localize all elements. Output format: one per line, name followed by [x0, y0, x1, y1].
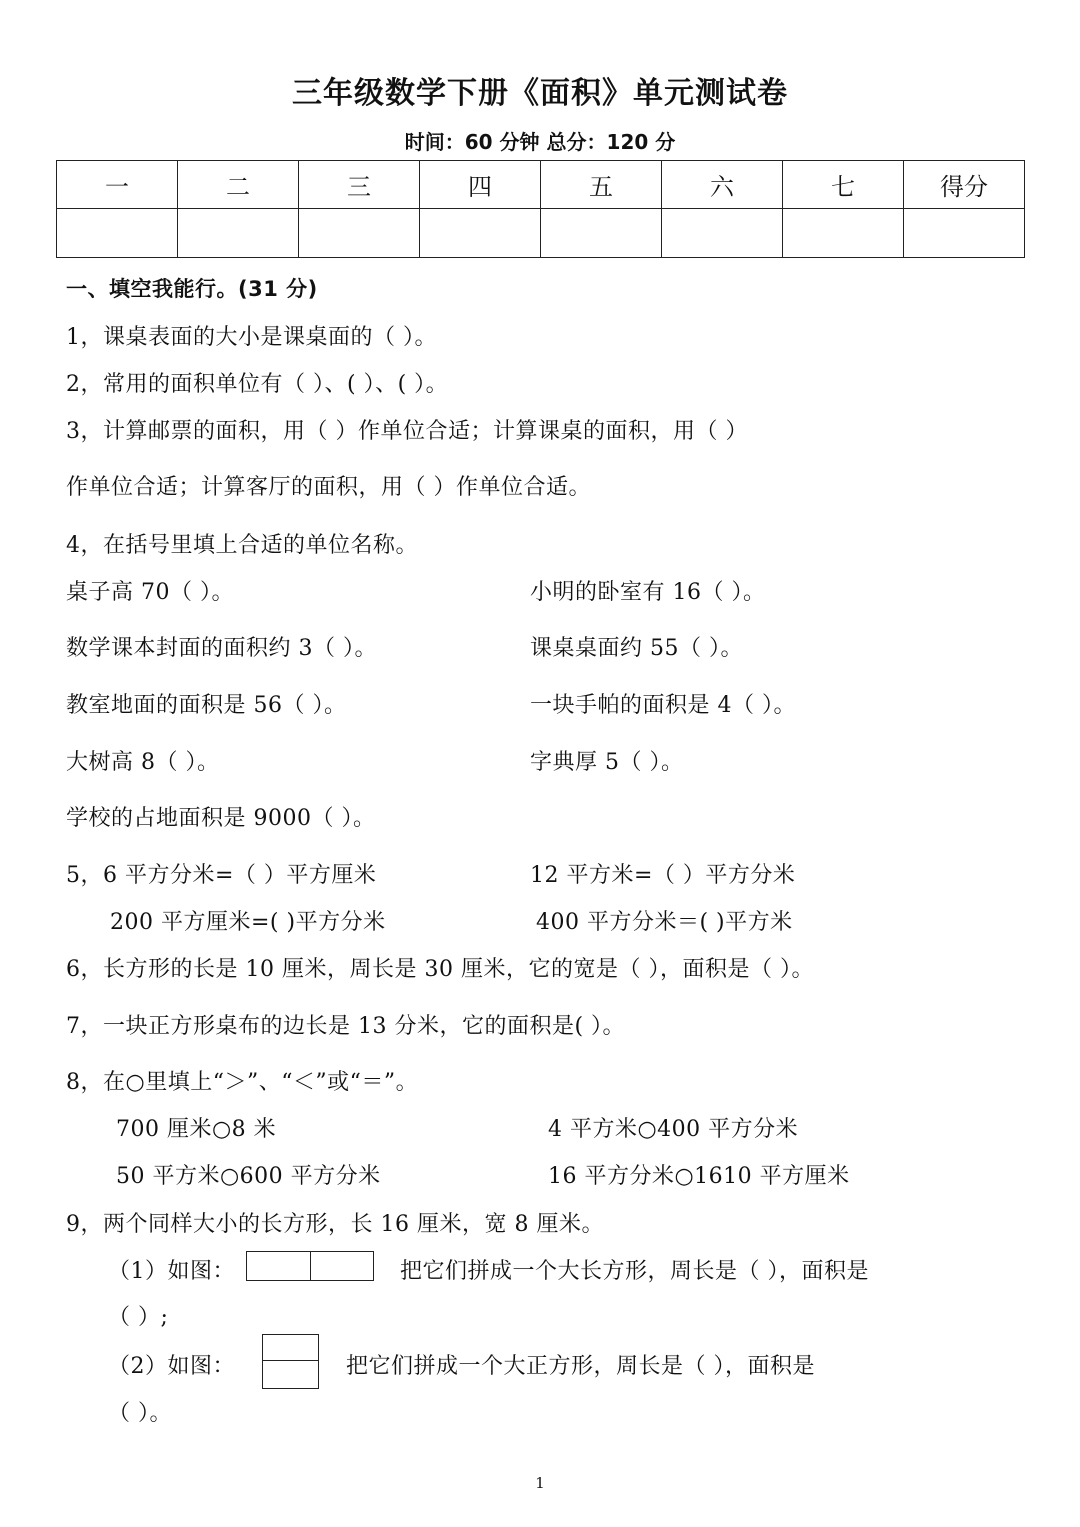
question-4-item: 学校的占地面积是 9000（ ）。 [66, 806, 376, 831]
question-9-1-label: （1）如图： [108, 1259, 235, 1284]
question-8-item: 50 平方米○600 平方分米 [116, 1164, 381, 1189]
question-7: 7，一块正方形桌布的边长是 13 分米，它的面积是( ）。 [66, 1014, 626, 1039]
score-table-header-row [57, 161, 1025, 209]
question-6: 6，长方形的长是 10 厘米，周长是 30 厘米，它的宽是（ ），面积是（ ）。 [66, 957, 814, 982]
page-title: 三年级数学下册《面积》单元测试卷 [292, 76, 788, 111]
score-blank-cell[interactable] [178, 209, 299, 258]
question-1: 1，课桌表面的大小是课桌面的（ ）。 [66, 325, 437, 350]
question-9-2-text: 把它们拼成一个大正方形，周长是（ ），面积是 [346, 1354, 815, 1379]
question-9-2-label: （2）如图： [108, 1354, 235, 1379]
score-blank-cell[interactable] [783, 209, 904, 258]
score-blank-cell[interactable] [57, 209, 178, 258]
question-4-item: 字典厚 5（ ）。 [530, 750, 684, 775]
question-4-item: 数学课本封面的面积约 3（ ）。 [66, 636, 377, 661]
score-header-cell: 六 [662, 161, 783, 209]
question-4-item: 桌子高 70（ ）。 [66, 580, 234, 605]
exam-info: 时间：60 分钟 总分：120 分 [404, 130, 676, 154]
score-table-blank-row [57, 209, 1025, 258]
score-header-cell: 得分 [904, 161, 1025, 209]
score-header-cell: 三 [299, 161, 420, 209]
score-blank-cell[interactable] [420, 209, 541, 258]
question-5-item: 5，6 平方分米=（ ）平方厘米 [66, 863, 377, 888]
score-header-cell: 五 [541, 161, 662, 209]
question-5-item: 400 平方分米＝( )平方米 [536, 910, 793, 935]
score-table [56, 160, 1025, 258]
question-4-item: 大树高 8（ ）。 [66, 750, 220, 775]
score-blank-cell[interactable] [299, 209, 420, 258]
question-9: 9，两个同样大小的长方形，长 16 厘米，宽 8 厘米。 [66, 1212, 604, 1237]
score-blank-cell[interactable] [662, 209, 783, 258]
question-2: 2，常用的面积单位有（ ）、( ）、( ）。 [66, 372, 449, 397]
two-rectangles-side-by-side-figure [246, 1251, 374, 1281]
question-5-item: 200 平方厘米=( )平方分米 [110, 910, 386, 935]
question-4-item: 一块手帕的面积是 4（ ）。 [530, 693, 796, 718]
question-9-2-continuation: （ ）。 [108, 1401, 172, 1426]
question-4-item: 课桌桌面约 55（ ）。 [530, 636, 743, 661]
question-9-1-text: 把它们拼成一个大长方形，周长是（ ），面积是 [400, 1259, 869, 1284]
question-8-item: 4 平方米○400 平方分米 [548, 1117, 799, 1142]
page-number: 1 [535, 1474, 545, 1492]
score-blank-cell[interactable] [904, 209, 1025, 258]
two-rectangles-stacked-figure [262, 1334, 319, 1389]
score-header-cell: 四 [420, 161, 541, 209]
question-8-item: 700 厘米○8 米 [116, 1117, 277, 1142]
section-heading: 一、填空我能行。(31 分) [66, 277, 318, 301]
score-header-cell: 一 [57, 161, 178, 209]
question-4-item: 小明的卧室有 16（ ）。 [530, 580, 766, 605]
score-header-cell: 二 [178, 161, 299, 209]
score-header-cell: 七 [783, 161, 904, 209]
question-9-1-continuation: （ ）; [108, 1305, 169, 1330]
question-3-line-1: 3，计算邮票的面积，用（ ）作单位合适；计算课桌的面积，用（ ） [66, 419, 748, 444]
question-5-item: 12 平方米=（ ）平方分米 [530, 863, 796, 888]
question-4-item: 教室地面的面积是 56（ ）。 [66, 693, 347, 718]
question-3-line-2: 作单位合适；计算客厅的面积，用（ ）作单位合适。 [66, 475, 591, 500]
question-8: 8，在○里填上“＞”、“＜”或“＝”。 [66, 1070, 419, 1095]
question-4: 4，在括号里填上合适的单位名称。 [66, 533, 418, 558]
question-8-item: 16 平方分米○1610 平方厘米 [548, 1164, 850, 1189]
score-blank-cell[interactable] [541, 209, 662, 258]
